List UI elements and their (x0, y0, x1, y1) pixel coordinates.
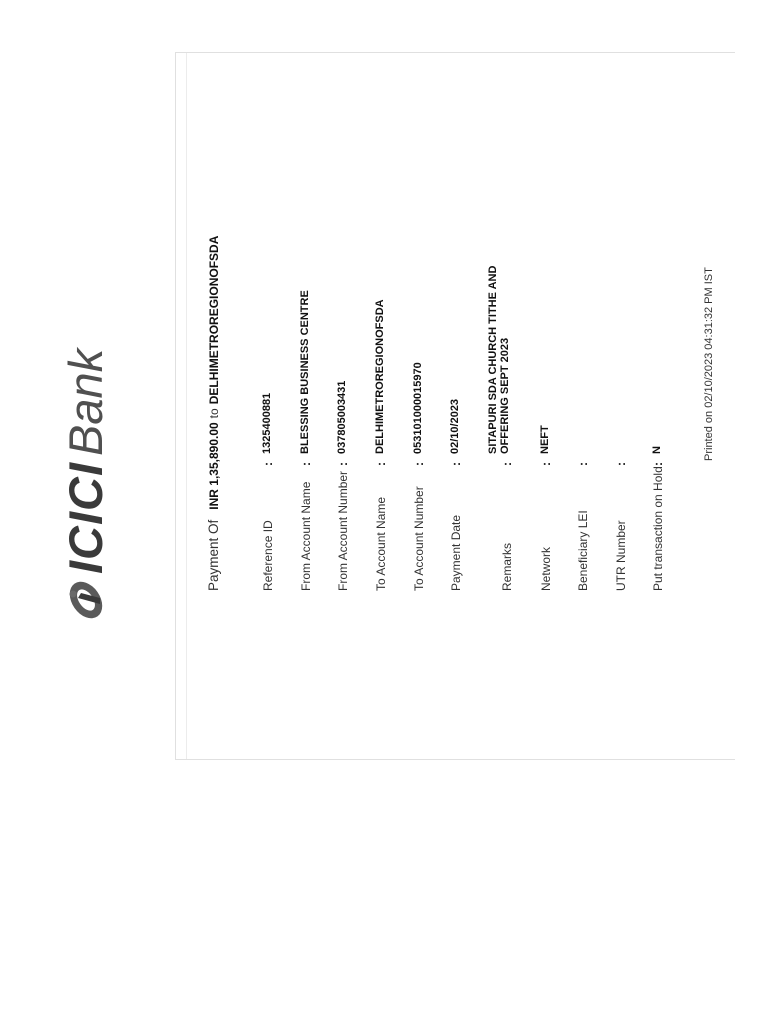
detail-label: Reference ID (261, 520, 275, 591)
detail-value: 037805003431 (336, 380, 348, 454)
detail-value-line-1: SITAPURI SDA CHURCH TITHE AND (487, 265, 499, 454)
detail-value: N (651, 446, 663, 454)
detail-separator: : (651, 462, 665, 466)
detail-label: To Account Name (374, 496, 388, 591)
payment-heading (206, 236, 221, 591)
icici-swirl-icon (64, 578, 108, 622)
detail-separator: : (374, 462, 388, 466)
logo-suffix: Bank (59, 348, 112, 456)
detail-label: From Account Name (299, 481, 313, 591)
payment-label: Payment Of (206, 519, 221, 591)
detail-label: Network (539, 546, 553, 591)
detail-separator: : (614, 462, 628, 466)
detail-label: Beneficiary LEI (576, 510, 590, 591)
payment-connector: to (207, 408, 221, 419)
printed-timestamp: Printed on 02/10/2023 04:31:32 PM IST (703, 267, 715, 461)
detail-separator: : (336, 462, 350, 466)
detail-value: 02/10/2023 (449, 398, 461, 454)
detail-label: Put transaction on Hold (651, 466, 665, 591)
detail-separator: : (412, 462, 426, 466)
panel-divider (186, 53, 187, 759)
detail-label: To Account Number (412, 486, 426, 591)
detail-value-line-2: OFFERING SEPT 2023 (499, 337, 511, 454)
detail-value: 053101000015970 (412, 362, 424, 454)
payment-beneficiary: DELHIMETROREGIONOFSDA (207, 235, 221, 405)
detail-value: DELHIMETROREGIONOFSDA (374, 299, 386, 454)
detail-separator: : (449, 462, 463, 466)
detail-label: From Account Number (336, 470, 350, 591)
detail-value: 1325400881 (261, 392, 273, 454)
detail-label: UTR Number (614, 520, 628, 591)
detail-label: Payment Date (449, 514, 463, 591)
payment-amount: INR 1,35,890.00 (207, 422, 221, 510)
detail-separator: : (576, 462, 590, 466)
detail-separator: : (261, 462, 275, 466)
detail-value: BLESSING BUSINESS CENTRE (299, 290, 311, 454)
detail-separator: : (539, 462, 553, 466)
detail-separator: : (500, 462, 514, 466)
detail-value: NEFT (539, 425, 551, 454)
logo-wordmark: ICICI (59, 461, 112, 574)
detail-label: Remarks (500, 542, 514, 591)
detail-separator: : (299, 462, 313, 466)
icici-bank-logo (59, 348, 112, 622)
